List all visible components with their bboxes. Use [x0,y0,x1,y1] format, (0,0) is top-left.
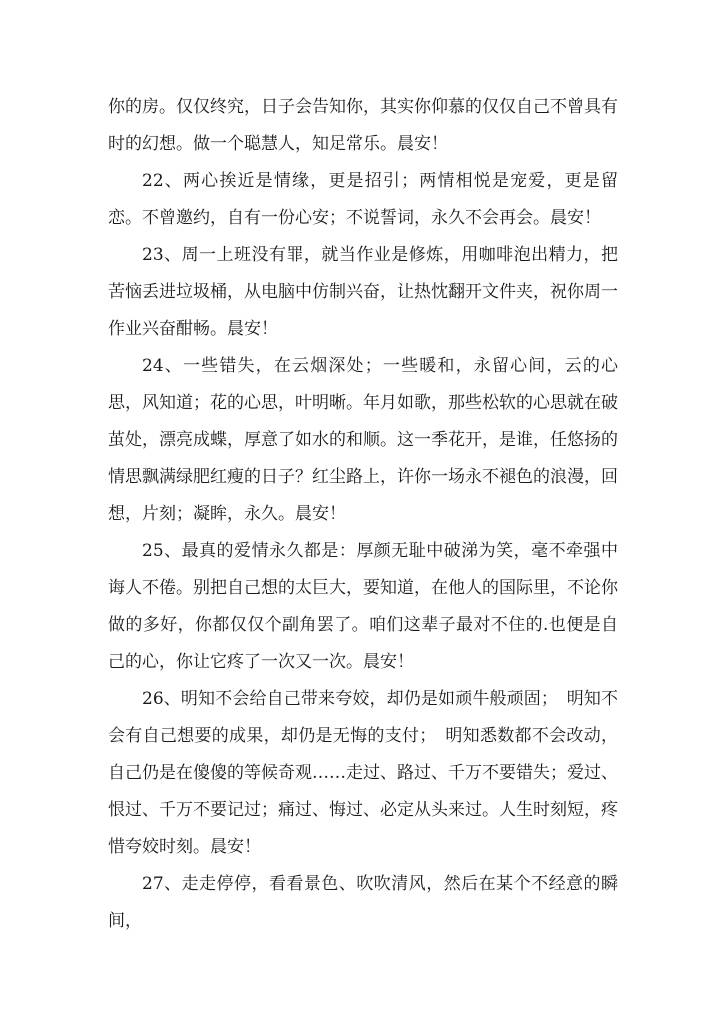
document-body [108,89,618,940]
paragraph-22: 22、两心挨近是情缘，更是招引；两情相悦是宠爱，更是留恋。不曾邀约，自有一份心安；不说誓词，永久不会再会。晨安！ [108,171,618,228]
paragraph-23: 23、周一上班没有罪，就当作业是修炼，用咖啡泡出精力，把苦恼丢进垃圾桶，从电脑中仿制兴奋，让热忱翻开文件夹，祝你周一作业兴奋酣畅。晨安！ [108,245,618,339]
paragraph-27: 27、走走停停，看看景色、吹吹清风，然后在某个不经意的瞬间， [108,874,618,931]
paragraph-25: 25、最真的爱情永久都是：厚颜无耻中破涕为笑，毫不牵强中诲人不倦。别把自己想的太巨大，要知道，在他人的国际里，不论你做的多好，你都仅仅个副角罢了。咱们这辈子最对不住的.也便是自己的心，你让它疼了一次又一次。晨安！ [108,541,618,672]
paragraph-continuation: 你的房。仅仅终究，日子会告知你，其实你仰慕的仅仅自己不曾具有时的幻想。做一个聪慧人，知足常乐。晨安！ [108,97,618,154]
paragraph-26: 26、明知不会给自己带来夸姣，却仍是如顽牛般顽固； 明知不会有自己想要的成果，却仍是无悔的支付； 明知悉数都不会改动，自己仍是在傻傻的等候奇观……走过、路过、千万不要错失；爱过、恨过、千万不要记过；痛过、悔过、必定从头来过。人生时刻短，疼惜夸姣时刻。晨安！ [108,689,618,857]
paragraph-24: 24、一些错失，在云烟深处；一些暖和，永留心间，云的心思，风知道；花的心思，叶明晰。年月如歌，那些松软的心思就在破茧处，漂亮成蝶，厚意了如水的和顺。这一季花开，是谁，任悠扬的情思飘满绿肥红瘦的日子？红尘路上，许你一场永不褪色的浪漫，回想，片刻；凝眸，永久。晨安！ [108,356,618,524]
